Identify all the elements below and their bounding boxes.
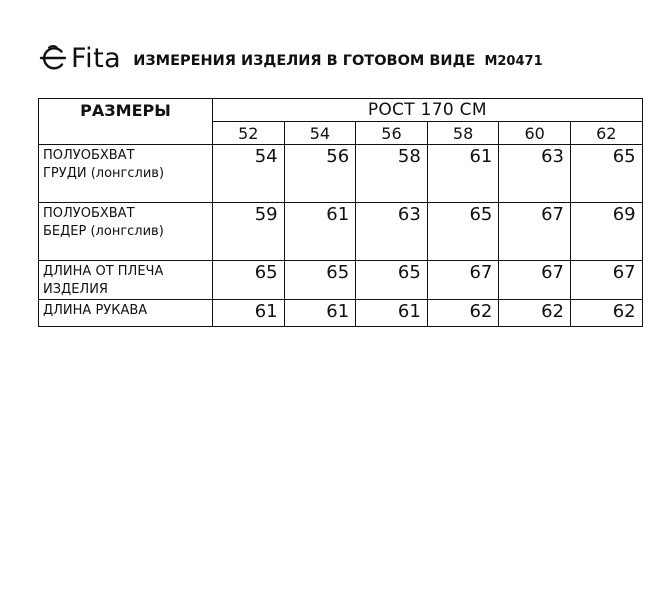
table-cell: 63	[499, 145, 571, 203]
row-label-hips	[39, 203, 213, 261]
article-code: M20471	[484, 54, 543, 69]
table-row	[39, 261, 643, 300]
row-label-line2: ГРУДИ	[43, 166, 87, 181]
table-cell: 61	[284, 300, 356, 327]
size-60-header: 60	[499, 122, 571, 145]
document-title-text: ИЗМЕРЕНИЯ ИЗДЕЛИЯ В ГОТОВОМ ВИДЕ	[133, 53, 476, 69]
document-title	[133, 53, 542, 69]
table-cell: 61	[356, 300, 428, 327]
table-row	[39, 203, 643, 261]
size-58-header: 58	[427, 122, 499, 145]
size-62-header: 62	[570, 122, 642, 145]
row-label-line2: БЕДЕР	[43, 224, 87, 239]
table-cell: 54	[213, 145, 285, 203]
table-cell: 69	[570, 203, 642, 261]
table-cell: 61	[427, 145, 499, 203]
table-row	[39, 300, 643, 327]
table-cell: 56	[284, 145, 356, 203]
row-label-line1: ДЛИНА РУКАВА	[43, 303, 148, 318]
table-cell: 58	[356, 145, 428, 203]
table-cell: 62	[499, 300, 571, 327]
size-52-header: 52	[213, 122, 285, 145]
row-label-line1: ПОЛУОБХВАТ	[43, 206, 135, 221]
row-label-note: (лонгслив)	[90, 166, 165, 181]
sizes-header: РАЗМЕРЫ	[39, 99, 213, 145]
brand-logo	[38, 43, 121, 73]
row-label-note: (лонгслив)	[90, 224, 164, 239]
table-cell: 65	[427, 203, 499, 261]
table-cell: 67	[499, 203, 571, 261]
row-label-sleeve	[39, 300, 213, 327]
table-cell: 59	[213, 203, 285, 261]
table-header-row	[39, 99, 643, 122]
table-cell: 67	[570, 261, 642, 300]
table-cell: 61	[213, 300, 285, 327]
size-54-header: 54	[284, 122, 356, 145]
row-label-chest	[39, 145, 213, 203]
brand-name: Fita	[71, 42, 122, 74]
table-cell: 61	[284, 203, 356, 261]
table-cell: 65	[356, 261, 428, 300]
row-label-line1: ДЛИНА ОТ ПЛЕЧА	[43, 264, 164, 279]
table-cell: 65	[284, 261, 356, 300]
table-cell: 65	[570, 145, 642, 203]
row-label-line1: ПОЛУОБХВАТ	[43, 148, 135, 163]
table-row	[39, 145, 643, 203]
height-header: РОСТ 170 СМ	[213, 99, 643, 122]
table-cell: 63	[356, 203, 428, 261]
size-56-header: 56	[356, 122, 428, 145]
row-label-length	[39, 261, 213, 300]
table-cell: 67	[499, 261, 571, 300]
table-cell: 62	[427, 300, 499, 327]
page-header	[38, 38, 543, 78]
table-cell: 65	[213, 261, 285, 300]
size-chart-table	[38, 98, 643, 327]
table-cell: 62	[570, 300, 642, 327]
fita-logo-icon	[38, 43, 68, 73]
row-label-line2: ИЗДЕЛИЯ	[43, 282, 108, 297]
table-cell: 67	[427, 261, 499, 300]
